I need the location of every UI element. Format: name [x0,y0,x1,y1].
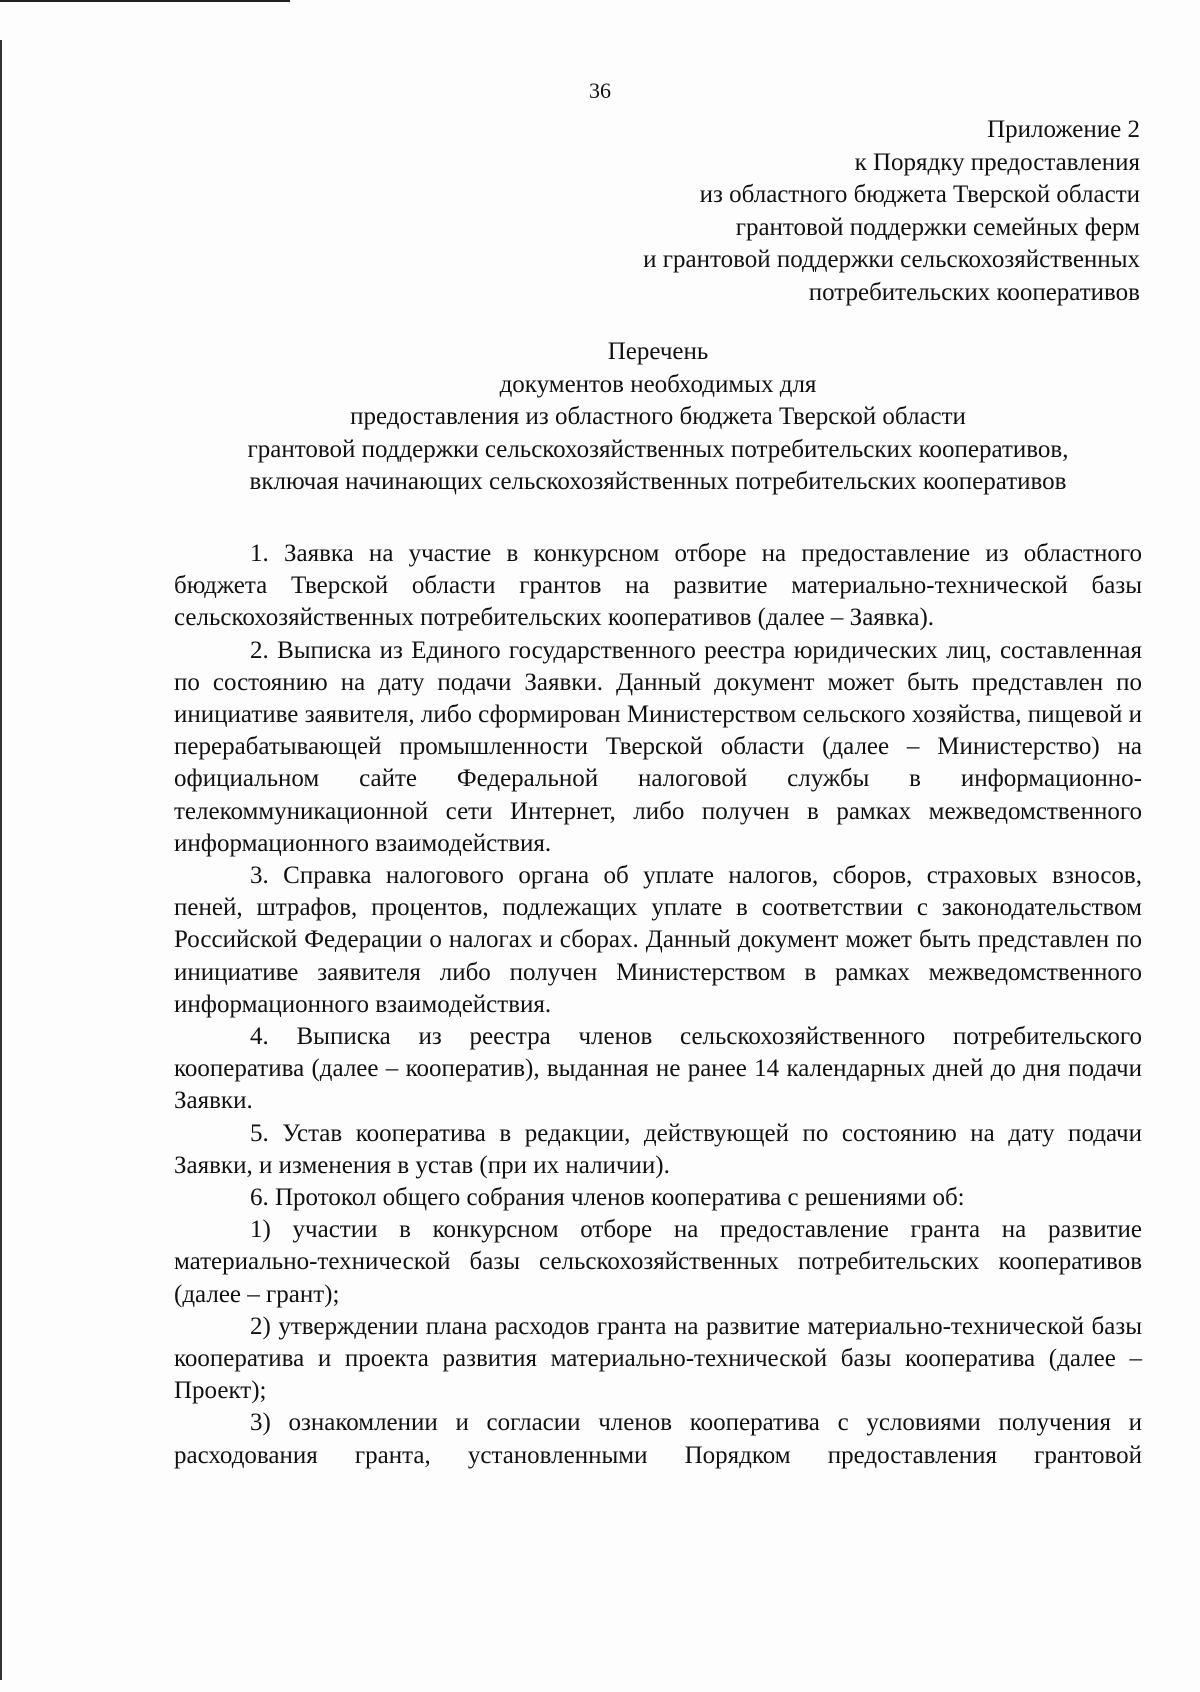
appendix-line: потребительских кооперативов [808,278,1140,306]
appendix-line: из областного бюджета Тверской области [699,181,1140,208]
scan-edge-top [0,0,290,2]
paragraph-1: 1. Заявка на участие в конкурсном отборе на предоставление из областного бюджета Тверской области грантов на развитие материально-технической базы сельскохозяйственных потребительских кооперативов (далее – Заявка). [174,540,1142,632]
page-number: 36 [589,78,611,103]
subparagraph-3: 3) ознакомлении и согласии членов кооператива с условиями получения и расходования гранта, установленными Порядком предоставления грантовой [174,1409,1142,1469]
paragraph-3: 3. Справка налогового органа об уплате налогов, сборов, страховых взносов, пеней, штрафов, процентов, подлежащих уплате в соответствии с законодательством Российской Федерации о налогах и сборах. Данный документ может быть представлен по инициативе заявителя либо получен Министерством в рамках межведомственного информационного взаимодействия. [174,862,1142,1018]
paragraph-4: 4. Выписка из реестра членов сельскохозяйственного потребительского кооператива (далее – кооператив), выданная не ранее 14 календарных дней до дня подачи Заявки. [174,1023,1142,1115]
paragraph-2: 2. Выписка из Единого государственного реестра юридических лиц, составленная по состоянию на дату подачи Заявки. Данный документ может быть представлен по инициативе заявителя, либо сформирован Министерством сельского хозяйства, пищевой и перерабатывающей промышленности Тверской области (далее – Министерство) на официальном сайте Федеральной налоговой службы в информационно-телекоммуникационной сети Интернет, либо получен в рамках межведомственного информационного взаимодействия. [174,636,1142,857]
subparagraph-1: 1) участии в конкурсном отборе на предоставление гранта на развитие материально-технической базы сельскохозяйственных потребительских кооперативов (далее – грант); [174,1216,1142,1308]
title-line: включая начинающих сельскохозяйственных потребительских кооперативов [249,468,1067,495]
appendix-line: и грантовой поддержки сельскохозяйственных [643,246,1140,273]
document-title [174,336,1142,499]
appendix-header [440,114,1140,309]
paragraph-6: 6. Протокол общего собрания членов кооператива с решениями об: [250,1184,965,1212]
title-line: предоставления из областного бюджета Тверской области [350,403,966,430]
scan-edge-left [0,40,2,1680]
title-line: документов необходимых для [499,370,817,398]
paragraph-5: 5. Устав кооператива в редакции, действующей по состоянию на дату подачи Заявки, и изменения в устав (при их наличии). [174,1119,1142,1179]
title-line: грантовой поддержки сельскохозяйственных потребительских кооперативов, [247,435,1069,463]
appendix-line: Приложение 2 [987,116,1140,143]
document-body [174,538,1142,1472]
subparagraph-2: 2) утверждении плана расходов гранта на развитие материально-технической базы кооператива и проекта развития материально-технической базы кооператива (далее – Проект); [174,1312,1142,1405]
appendix-line: грантовой поддержки семейных ферм [735,213,1140,241]
title-line: Перечень [607,338,709,365]
appendix-line: к Порядку предоставления [854,148,1140,176]
